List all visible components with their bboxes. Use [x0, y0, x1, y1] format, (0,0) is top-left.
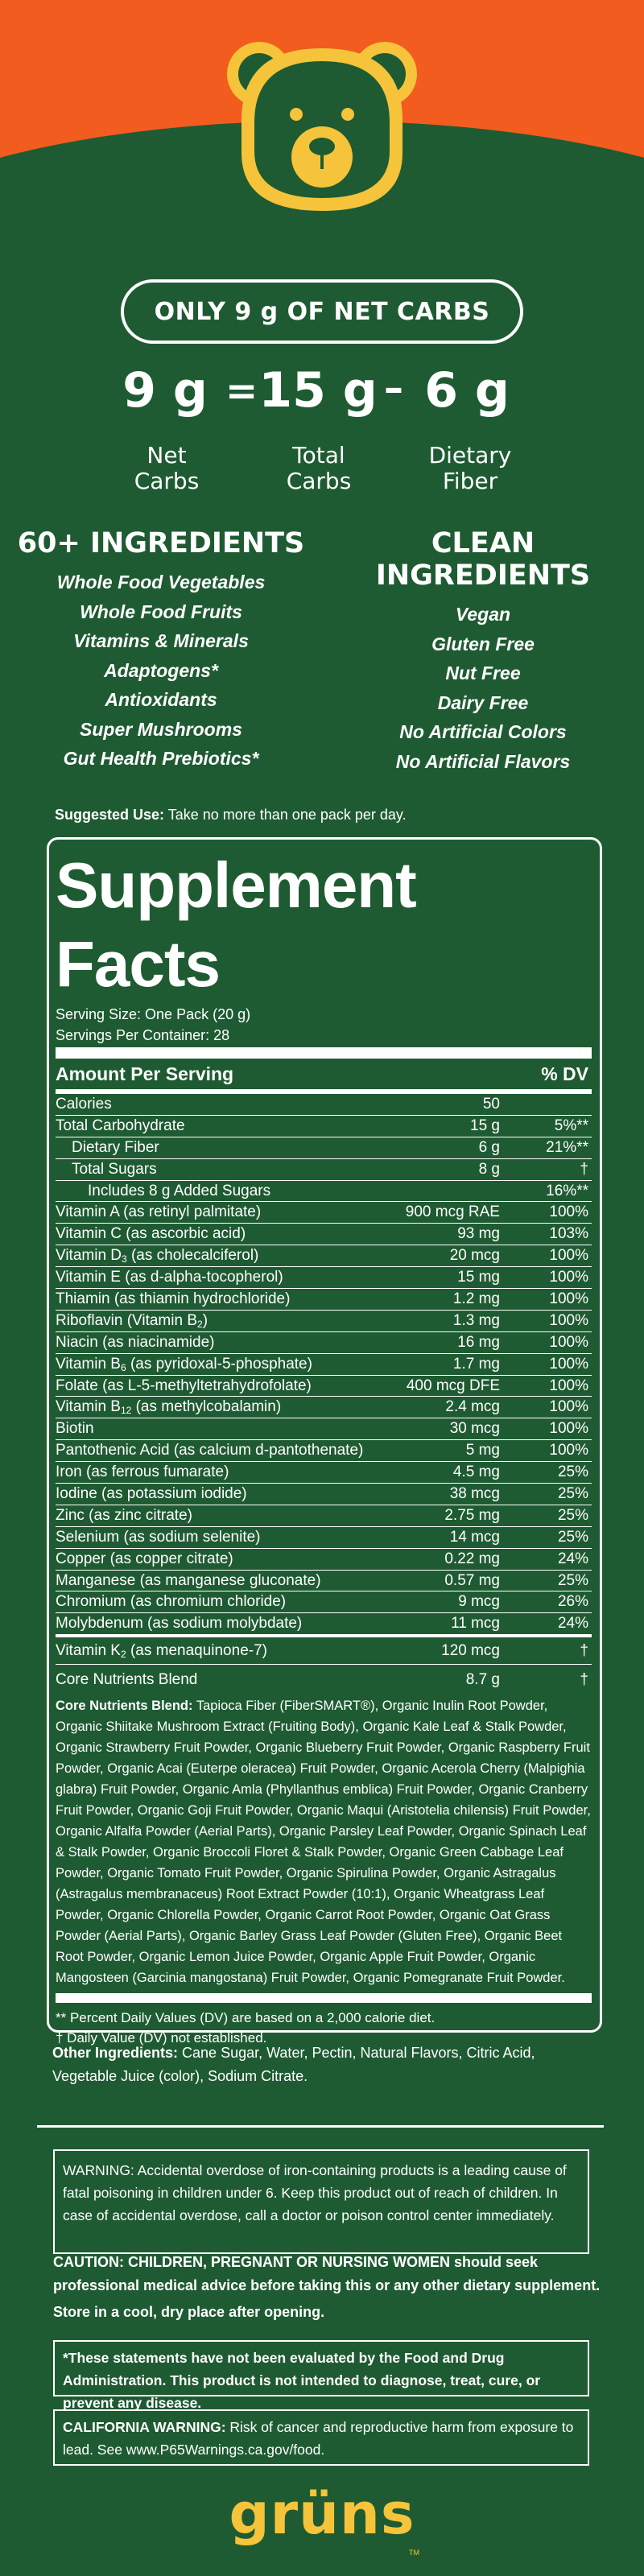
nutrient-name — [56, 1571, 321, 1591]
nutrient-dv: 25% — [557, 1506, 588, 1524]
nutrient-dv: 16%** — [546, 1182, 588, 1199]
nutrient-dv: 100% — [549, 1290, 588, 1308]
nutrient-dv: 25% — [557, 1485, 588, 1503]
nutrient-dv: 25% — [557, 1571, 588, 1589]
nutrient-name-text: Includes 8 g Added Sugars — [88, 1182, 271, 1199]
nutrient-dv: 25% — [557, 1528, 588, 1546]
facts-row — [56, 1137, 592, 1159]
facts-row-core-blend — [56, 1665, 592, 1692]
clean-item: No Artificial Colors — [399, 721, 567, 742]
caution-text: CAUTION: CHILDREN, PREGNANT OR NURSING WOMEN should seek professional medical advice before taking this or any other dietary supplement. — [53, 2254, 601, 2293]
facts-row — [56, 1181, 592, 1203]
facts-rows — [56, 1094, 592, 1635]
nutrient-name — [56, 1376, 312, 1397]
clean-heading: CLEAN INGREDIENTS — [375, 527, 591, 592]
core-blend-ingredients: Tapioca Fiber (FiberSMART®), Organic Inulin Root Powder, Organic Shiitake Mushroom Extract (Fruiting Body), Organic Kale Leaf & Stalk Powder, Organic Strawberry Fruit Powder, Organic Blueberry Fruit Powder, Organic Raspberry Fruit Powder, Organic Acai (Euterpe oleracea) Fruit Powder, Organic Acerola Cherry (Malpighia glabra) Fruit Powder, Organic Amla (Phyllanthus emblica) Fruit Powder, Organic Cranberry Fruit Powder, Organic Goji Fruit Powder, Organic Maqui (Aristotelia chilensis) Fruit Powder, Organic Alfalfa Powder (Aerial Parts), Organic Parsley Leaf Powder, Organic Spinach Leaf & Stalk Powder, Organic Broccoli Floret & Stalk Powder, Organic Green Cabbage Leaf Powder, Organic Tomato Fruit Powder, Organic Spirulina Powder, Organic Astragalus (Astragalus membranaceus) Root Extract Powder (10:1), Organic Wheatgrass Leaf Powder, Organic Chlorella Powder, Organic Carrot Root Powder, Organic Oat Grass Powder (Aerial Parts), Organic Barley Grass Leaf Powder (Gluten Free), Organic Beet Root Powder, Organic Lemon Juice Powder, Organic Apple Fruit Powder, Organic Mangosteen (Garcinia mangostana) Fruit Powder, Organic Pomegranate Fruit Powder. — [56, 1699, 591, 1986]
nutrient-subscript: 6 — [120, 1361, 126, 1373]
nutrient-dv: 21%** — [546, 1138, 588, 1156]
facts-row — [56, 1094, 592, 1116]
amount-per-serving-header: Amount Per Serving — [56, 1063, 234, 1084]
nutrient-name-text: Iron (as ferrous fumarate) — [56, 1463, 229, 1481]
nutrient-amount: 9 mcg — [458, 1593, 500, 1611]
equals-sign: = — [225, 369, 258, 414]
nutrient-name-text: Vitamin D — [56, 1247, 122, 1265]
nutrient-name — [56, 1591, 286, 1612]
nutrient-name-text: Iodine (as potassium iodide) — [56, 1485, 247, 1503]
nutrient-dv: 100% — [549, 1311, 588, 1329]
fiber-label-line-2: Fiber — [442, 468, 498, 494]
ingredient-item: Antioxidants — [105, 689, 217, 710]
core-blend-label: Core Nutrients Blend: — [56, 1699, 193, 1714]
ingredients-column — [0, 527, 322, 774]
nutrient-name-text: Vitamin K — [56, 1642, 121, 1660]
nutrient-dv: 100% — [549, 1269, 588, 1286]
nutrient-amount: 4.5 mg — [452, 1463, 500, 1481]
nutrient-dv: † — [580, 1671, 588, 1689]
nutrient-amount: 0.57 mg — [444, 1571, 500, 1589]
facts-row — [56, 1224, 592, 1245]
facts-row — [56, 1505, 592, 1527]
suggested-use-label: Suggested Use: — [55, 807, 165, 823]
nutrient-name-text: Niacin (as niacinamide) — [56, 1333, 215, 1351]
nutrient-name-text: Thiamin (as thiamin hydrochloride) — [56, 1290, 291, 1308]
california-warning-text: Risk of cancer and reproductive harm from exposure to lead. See www.P65Warnings.ca.gov/food. — [63, 2419, 574, 2458]
nutrient-name — [56, 1440, 363, 1461]
nutrient-amount: 50 — [482, 1096, 500, 1113]
iron-warning-box: WARNING: Accidental overdose of iron-containing products is a leading cause of fatal poisoning in children under 6. Keep this product out of reach of children. In case of accidental overdose, call a doctor or poison control center immediately. — [53, 2149, 589, 2254]
nutrient-dv: † — [580, 1160, 588, 1178]
facts-row — [56, 1116, 592, 1137]
facts-header-row — [56, 1059, 592, 1089]
facts-row — [56, 1376, 592, 1397]
nutrient-name — [56, 1418, 94, 1439]
facts-row — [56, 1311, 592, 1332]
nutrient-name-tail: (as cholecalciferol) — [130, 1247, 259, 1265]
nutrient-subscript: 3 — [122, 1253, 127, 1265]
nutrient-amount: 15 g — [470, 1117, 500, 1134]
nutrient-name — [56, 1332, 214, 1353]
nutrient-amount: 1.7 mg — [452, 1355, 500, 1373]
nutrient-name — [56, 1267, 283, 1288]
ingredient-item: Gut Health Prebiotics* — [63, 748, 259, 769]
nutrient-name-text: Vitamin B — [56, 1398, 121, 1416]
nutrient-name — [56, 1116, 185, 1137]
nutrient-dv: 100% — [549, 1247, 588, 1265]
net-carbs-pill: ONLY 9 g OF NET CARBS — [121, 279, 523, 344]
nutrient-dv: 103% — [549, 1225, 588, 1243]
california-warning-box — [53, 2409, 589, 2466]
nutrient-amount: 8 g — [478, 1160, 500, 1178]
other-ingredients-text: Cane Sugar, Water, Pectin, Natural Flavors, Citric Acid, Vegetable Juice (color), Sodium Citrate. — [52, 2045, 535, 2084]
carb-equation — [0, 362, 644, 523]
nutrient-amount: 8.7 g — [465, 1671, 500, 1689]
nutrient-dv: 100% — [549, 1203, 588, 1221]
nutrient-subscript: 2 — [197, 1318, 203, 1330]
nutrient-amount: 0.22 mg — [444, 1550, 500, 1567]
nutrient-amount: 2.75 mg — [444, 1506, 500, 1524]
nutrient-amount: 1.3 mg — [452, 1311, 500, 1329]
nutrient-amount: 93 mg — [457, 1225, 500, 1243]
nutrient-name-text: Vitamin E (as d-alpha-tocopherol) — [56, 1269, 283, 1286]
nutrient-dv: 25% — [557, 1463, 588, 1481]
ingredients-heading: 60+ INGREDIENTS — [17, 527, 305, 559]
nutrient-name — [56, 1289, 290, 1310]
net-carbs-value: 9 g — [122, 362, 208, 419]
nutrient-name — [56, 1505, 192, 1526]
nutrient-name-text: Manganese (as manganese gluconate) — [56, 1571, 321, 1589]
facts-row — [56, 1591, 592, 1613]
nutrient-name: Core Nutrients Blend — [56, 1671, 198, 1689]
minus-sign: – — [384, 365, 403, 411]
total-carbs-label — [254, 443, 383, 494]
fiber-label-line-1: Dietary — [428, 442, 512, 469]
nutrient-amount: 20 mcg — [449, 1247, 500, 1265]
nutrient-name — [56, 1613, 302, 1634]
nutrient-name-text: Selenium (as sodium selenite) — [56, 1528, 261, 1546]
storage-text: Store in a cool, dry place after opening. — [53, 2304, 325, 2320]
supplement-facts-title: Supplement Facts — [56, 849, 416, 1000]
dietary-fiber-label — [406, 443, 535, 494]
nutrient-name — [56, 1549, 233, 1570]
nutrient-name — [56, 1311, 208, 1335]
nutrient-name-tail: (as menaquinone-7) — [130, 1642, 267, 1660]
california-warning-label: CALIFORNIA WARNING: — [63, 2419, 226, 2435]
nutrient-name-text: Folate (as L-5-methyltetrahydrofolate) — [56, 1377, 312, 1394]
nutrient-name — [88, 1181, 270, 1202]
clean-item: Nut Free — [445, 663, 521, 683]
nutrient-name — [56, 1484, 247, 1505]
nutrient-name-text: Calories — [56, 1096, 112, 1113]
ingredient-item: Whole Food Fruits — [80, 601, 242, 622]
nutrient-amount: 16 mg — [457, 1333, 500, 1351]
nutrient-dv: 100% — [549, 1333, 588, 1351]
dv-header: % DV — [541, 1063, 588, 1084]
nutrient-amount: 1.2 mg — [452, 1290, 500, 1308]
nutrient-dv: 5%** — [554, 1117, 588, 1134]
nutrient-amount: 400 mcg DFE — [406, 1377, 500, 1394]
facts-row — [56, 1202, 592, 1224]
nutrient-name-text: Riboflavin (Vitamin B — [56, 1311, 198, 1329]
nutrient-dv: 100% — [549, 1420, 588, 1438]
dv-not-established-footnote: † Daily Value (DV) not established. — [56, 2030, 267, 2046]
facts-row — [56, 1549, 592, 1571]
facts-row-vitamin-k — [56, 1637, 592, 1665]
clean-item: Dairy Free — [437, 691, 529, 713]
servings-per-container: Servings Per Container: 28 — [56, 1027, 230, 1043]
dietary-fiber-value: 6 g — [424, 362, 510, 419]
nutrient-amount: 6 g — [478, 1138, 500, 1156]
facts-row — [56, 1484, 592, 1505]
nutrient-name-text: Total Carbohydrate — [56, 1117, 185, 1134]
nutrient-name-tail: (as methylcobalamin) — [135, 1398, 282, 1416]
core-blend-text — [56, 1695, 592, 1988]
facts-row — [56, 1571, 592, 1592]
other-ingredients-label: Other Ingredients: — [52, 2045, 179, 2061]
serving-size: Serving Size: One Pack (20 g) — [56, 1006, 251, 1022]
nutrient-dv: † — [580, 1642, 588, 1660]
nutrient-name-text: Dietary Fiber — [72, 1138, 159, 1156]
nutrient-name-text: Zinc (as zinc citrate) — [56, 1506, 192, 1524]
nutrient-amount: 5 mg — [465, 1442, 500, 1459]
facts-row — [56, 1354, 592, 1376]
nutrient-dv: 100% — [549, 1377, 588, 1394]
nutrient-name — [56, 1527, 261, 1548]
net-carbs-label — [102, 443, 231, 494]
facts-row — [56, 1613, 592, 1635]
nutrient-name — [56, 1224, 246, 1245]
nutrient-name-text: Total Sugars — [72, 1160, 157, 1178]
trademark-mark: TM — [409, 2549, 419, 2557]
suggested-use — [55, 807, 407, 824]
fda-statement-box: *These statements have not been evaluated by the Food and Drug Administration. This product is not intended to diagnose, treat, cure, or prevent any disease. — [53, 2340, 589, 2396]
nutrient-name — [56, 1397, 281, 1421]
nutrient-name-tail: (as pyridoxal-5-phosphate) — [130, 1355, 312, 1373]
nutrient-amount: 38 mcg — [449, 1485, 500, 1503]
nutrient-name-text: Vitamin A (as retinyl palmitate) — [56, 1203, 262, 1221]
facts-row — [56, 1462, 592, 1484]
nutrient-amount: 2.4 mcg — [445, 1398, 500, 1416]
bear-face-logo-icon — [217, 24, 427, 217]
facts-row — [56, 1527, 592, 1549]
nutrient-dv: 26% — [557, 1593, 588, 1611]
nutrient-name-text: Vitamin C (as ascorbic acid) — [56, 1225, 246, 1243]
facts-divider-thick — [56, 1047, 592, 1059]
ingredient-item: Whole Food Vegetables — [56, 572, 266, 592]
ingredient-item: Super Mushrooms — [80, 718, 242, 740]
nutrient-name — [56, 1202, 261, 1223]
dv-footnote: ** Percent Daily Values (DV) are based on a 2,000 calorie diet. — [56, 2010, 436, 2026]
clean-item: No Artificial Flavors — [395, 750, 571, 772]
facts-row — [56, 1267, 592, 1289]
nutrient-name — [56, 1245, 258, 1269]
facts-row — [56, 1332, 592, 1354]
nutrient-name — [56, 1637, 267, 1668]
nutrient-name-text: Biotin — [56, 1420, 94, 1438]
total-label-line-2: Carbs — [286, 468, 352, 494]
nutrient-name-tail: ) — [202, 1311, 208, 1329]
nutrient-dv: 24% — [557, 1615, 588, 1633]
nutrient-name — [56, 1354, 312, 1378]
nutrient-dv: 100% — [549, 1355, 588, 1373]
total-label-line-1: Total — [292, 442, 345, 469]
ingredient-item: Vitamins & Minerals — [73, 630, 249, 651]
nutrient-subscript: 12 — [120, 1405, 132, 1417]
nutrient-name-text: Vitamin B — [56, 1355, 121, 1373]
facts-row — [56, 1397, 592, 1418]
clean-item: Gluten Free — [431, 633, 535, 654]
nutrient-dv: 100% — [549, 1398, 588, 1416]
nutrient-amount: 120 mcg — [441, 1642, 500, 1660]
facts-row — [56, 1245, 592, 1267]
nutrient-amount: 14 mcg — [449, 1528, 500, 1546]
nutrient-amount: 11 mcg — [451, 1615, 500, 1633]
ingredient-item: Adaptogens* — [104, 659, 218, 681]
gruns-logo: grüns — [229, 2481, 415, 2547]
nutrient-name — [56, 1094, 112, 1115]
other-ingredients — [52, 2041, 600, 2088]
supplement-facts-panel — [47, 837, 602, 2046]
net-label-line-2: Carbs — [134, 468, 200, 494]
nutrient-name-text: Copper (as copper citrate) — [56, 1550, 233, 1567]
nutrient-name — [72, 1159, 157, 1180]
facts-row — [56, 1418, 592, 1440]
total-carbs-value: 15 g — [258, 362, 378, 419]
nutrient-dv: 100% — [549, 1442, 588, 1459]
nutrient-subscript: 2 — [120, 1649, 126, 1661]
nutrient-amount: 900 mcg RAE — [405, 1203, 500, 1221]
nutrient-name — [56, 1462, 229, 1483]
nutrient-amount: 15 mg — [457, 1269, 500, 1286]
facts-row — [56, 1159, 592, 1181]
section-divider — [37, 2125, 604, 2128]
net-label-line-1: Net — [147, 442, 187, 469]
facts-row — [56, 1289, 592, 1311]
nutrient-dv: 24% — [557, 1550, 588, 1567]
nutrient-name-text: Molybdenum (as sodium molybdate) — [56, 1615, 303, 1633]
clean-item: Vegan — [455, 604, 511, 625]
facts-divider-thick — [56, 1993, 592, 2003]
suggested-use-text: Take no more than one pack per day. — [167, 807, 407, 823]
facts-row — [56, 1440, 592, 1462]
nutrient-amount: 30 mcg — [449, 1420, 500, 1438]
nutrient-name-text: Pantothenic Acid (as calcium d-pantothenate) — [56, 1442, 364, 1459]
nutrient-name — [72, 1137, 159, 1158]
nutrient-name-text: Chromium (as chromium chloride) — [56, 1593, 287, 1611]
clean-ingredients-column — [322, 527, 644, 776]
